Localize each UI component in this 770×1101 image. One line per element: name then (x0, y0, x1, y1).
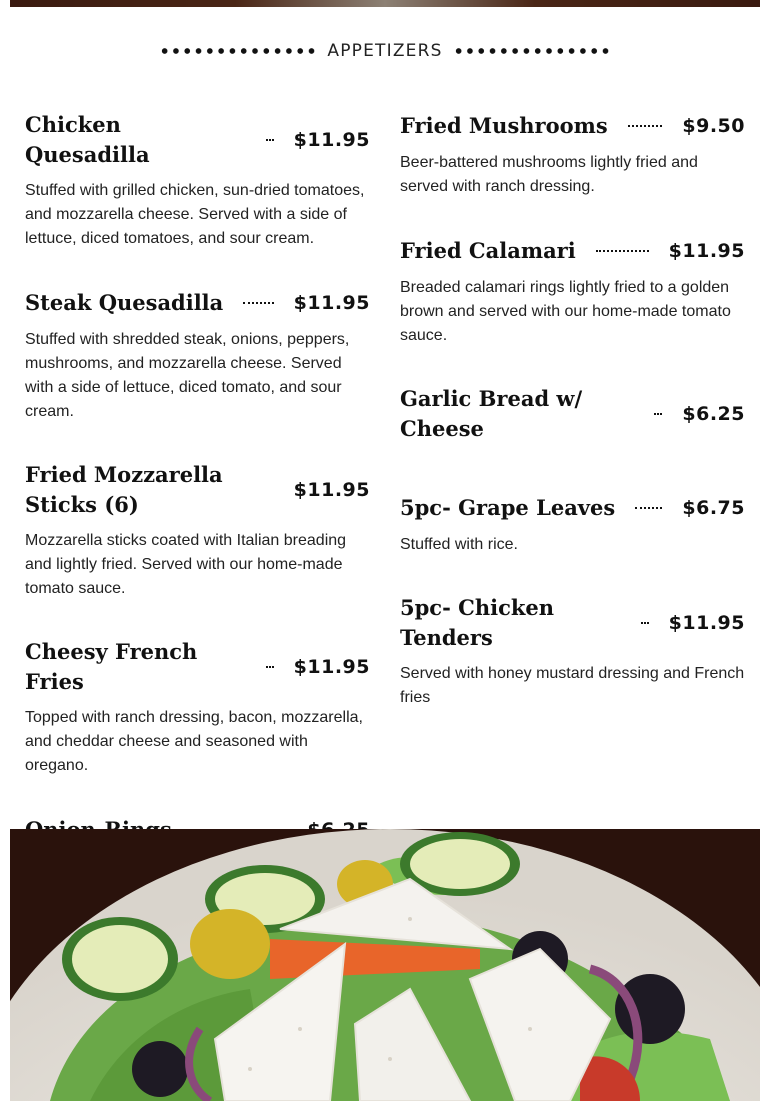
item-description: Mozzarella sticks coated with Italian breading and lightly fried. Served with our home-made tomato sauce. (25, 532, 347, 597)
menu-column-right (400, 110, 745, 738)
dotted-leader (654, 413, 662, 415)
item-name: Fried Mozzarella Sticks (6) (25, 462, 223, 517)
item-description: Served with honey mustard dressing and French fries (400, 665, 745, 706)
item-price: $11.95 (293, 656, 370, 678)
dotted-leader (628, 125, 663, 127)
item-name: Fried Mushrooms (400, 113, 608, 138)
item-name: 5pc- Chicken Tenders (400, 595, 555, 650)
dot-divider-right (453, 47, 611, 55)
dotted-leader (596, 250, 649, 252)
item-price: $6.25 (682, 403, 745, 425)
item-description: Breaded calamari rings lightly fried to a golden brown and served with our home-made tomato sauce. (400, 279, 731, 344)
dotted-leader (641, 622, 649, 624)
item-name: Garlic Bread w/ Cheese (400, 386, 583, 441)
item-name: Fried Calamari (400, 238, 576, 263)
dotted-leader (266, 666, 274, 668)
menu-item (25, 110, 370, 251)
item-price: $11.95 (668, 240, 745, 262)
item-price: $11.95 (293, 129, 370, 151)
item-price: $11.95 (293, 479, 370, 501)
menu-item (400, 384, 745, 444)
item-name: Cheesy French Fries (25, 639, 198, 694)
section-header (0, 36, 770, 66)
header-food-photo (10, 0, 760, 7)
item-name: Steak Quesadilla (25, 290, 224, 315)
menu-item (400, 492, 745, 557)
dotted-leader (266, 139, 274, 141)
salad-illustration (10, 829, 760, 1101)
item-description: Topped with ranch dressing, bacon, mozzarella, and cheddar cheese and seasoned with oregano. (25, 709, 363, 774)
menu-column-left (25, 110, 370, 874)
item-description: Stuffed with shredded steak, onions, peppers, mushrooms, and mozzarella cheese. Served with a side of lettuce, diced tomato, and sour cream. (25, 331, 350, 420)
item-name: Chicken Quesadilla (25, 112, 150, 167)
item-price: $11.95 (668, 612, 745, 634)
menu-item (400, 110, 745, 199)
item-price: $9.50 (682, 115, 745, 137)
dotted-leader (635, 507, 662, 509)
menu-item (25, 637, 370, 778)
salad-photo (10, 829, 760, 1101)
item-name: 5pc- Grape Leaves (400, 495, 616, 520)
item-description: Beer-battered mushrooms lightly fried and served with ranch dressing. (400, 154, 698, 195)
menu-item (25, 460, 370, 601)
dot-divider-left (159, 47, 317, 55)
menu-item (25, 287, 370, 424)
item-price: $11.95 (293, 292, 370, 314)
dotted-leader (243, 302, 273, 304)
item-price: $6.75 (682, 497, 745, 519)
menu-item (400, 235, 745, 348)
item-description: Stuffed with grilled chicken, sun-dried tomatoes, and mozzarella cheese. Served with a side of lettuce, diced tomatoes, and sour cream. (25, 182, 365, 247)
menu-item (400, 593, 745, 710)
item-description: Stuffed with rice. (400, 536, 518, 553)
section-title: APPETIZERS (327, 41, 443, 61)
